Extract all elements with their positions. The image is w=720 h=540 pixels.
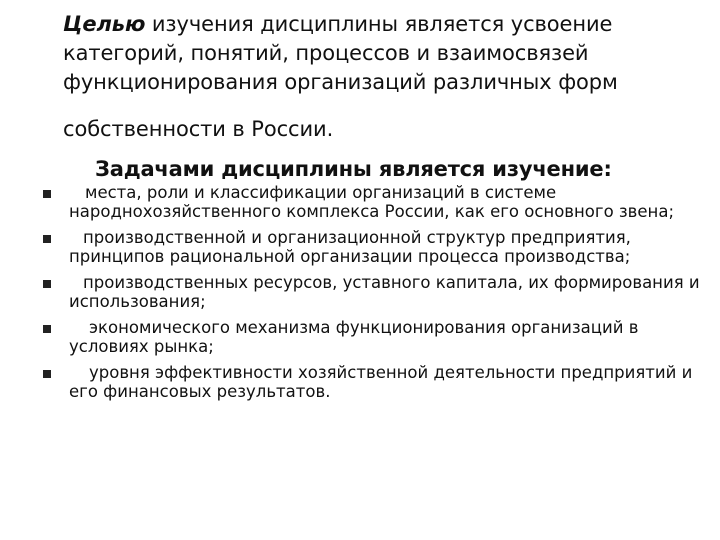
square-bullet-icon (43, 235, 51, 243)
square-bullet-icon (43, 190, 51, 198)
square-bullet-icon (43, 280, 51, 288)
list-item-text: производственной и организационной структур предприятия, принципов рациональной организации процесса производства; (69, 228, 631, 266)
tasks-heading: Задачами дисциплины является изучение: (95, 157, 612, 181)
list-item (0, 363, 720, 401)
intro-line-4: собственности в России. (63, 117, 334, 141)
list-item (0, 183, 720, 221)
intro-lead-word: Целью (63, 12, 146, 36)
list-item-text: места, роли и классификации организаций в системе народнохозяйственного комплекса России, как его основного звена; (69, 183, 675, 221)
square-bullet-icon (43, 370, 51, 378)
list-item (0, 273, 720, 311)
list-item (0, 228, 720, 266)
list-item (0, 318, 720, 356)
list-item-text: уровня эффективности хозяйственной деятельности предприятий и его финансовых результатов. (69, 363, 693, 401)
intro-line-3: функционирования организаций различных форм (63, 70, 618, 94)
task-list (0, 183, 720, 408)
square-bullet-icon (43, 325, 51, 333)
intro-line-1: изучения дисциплины является усвоение (145, 12, 613, 36)
list-item-text: производственных ресурсов, уставного капитала, их формирования и использования; (69, 273, 700, 311)
intro-paragraph (63, 10, 703, 144)
intro-line-2: категорий, понятий, процессов и взаимосвязей (63, 41, 589, 65)
list-item-text: экономического механизма функционирования организаций в условиях рынка; (69, 318, 639, 356)
